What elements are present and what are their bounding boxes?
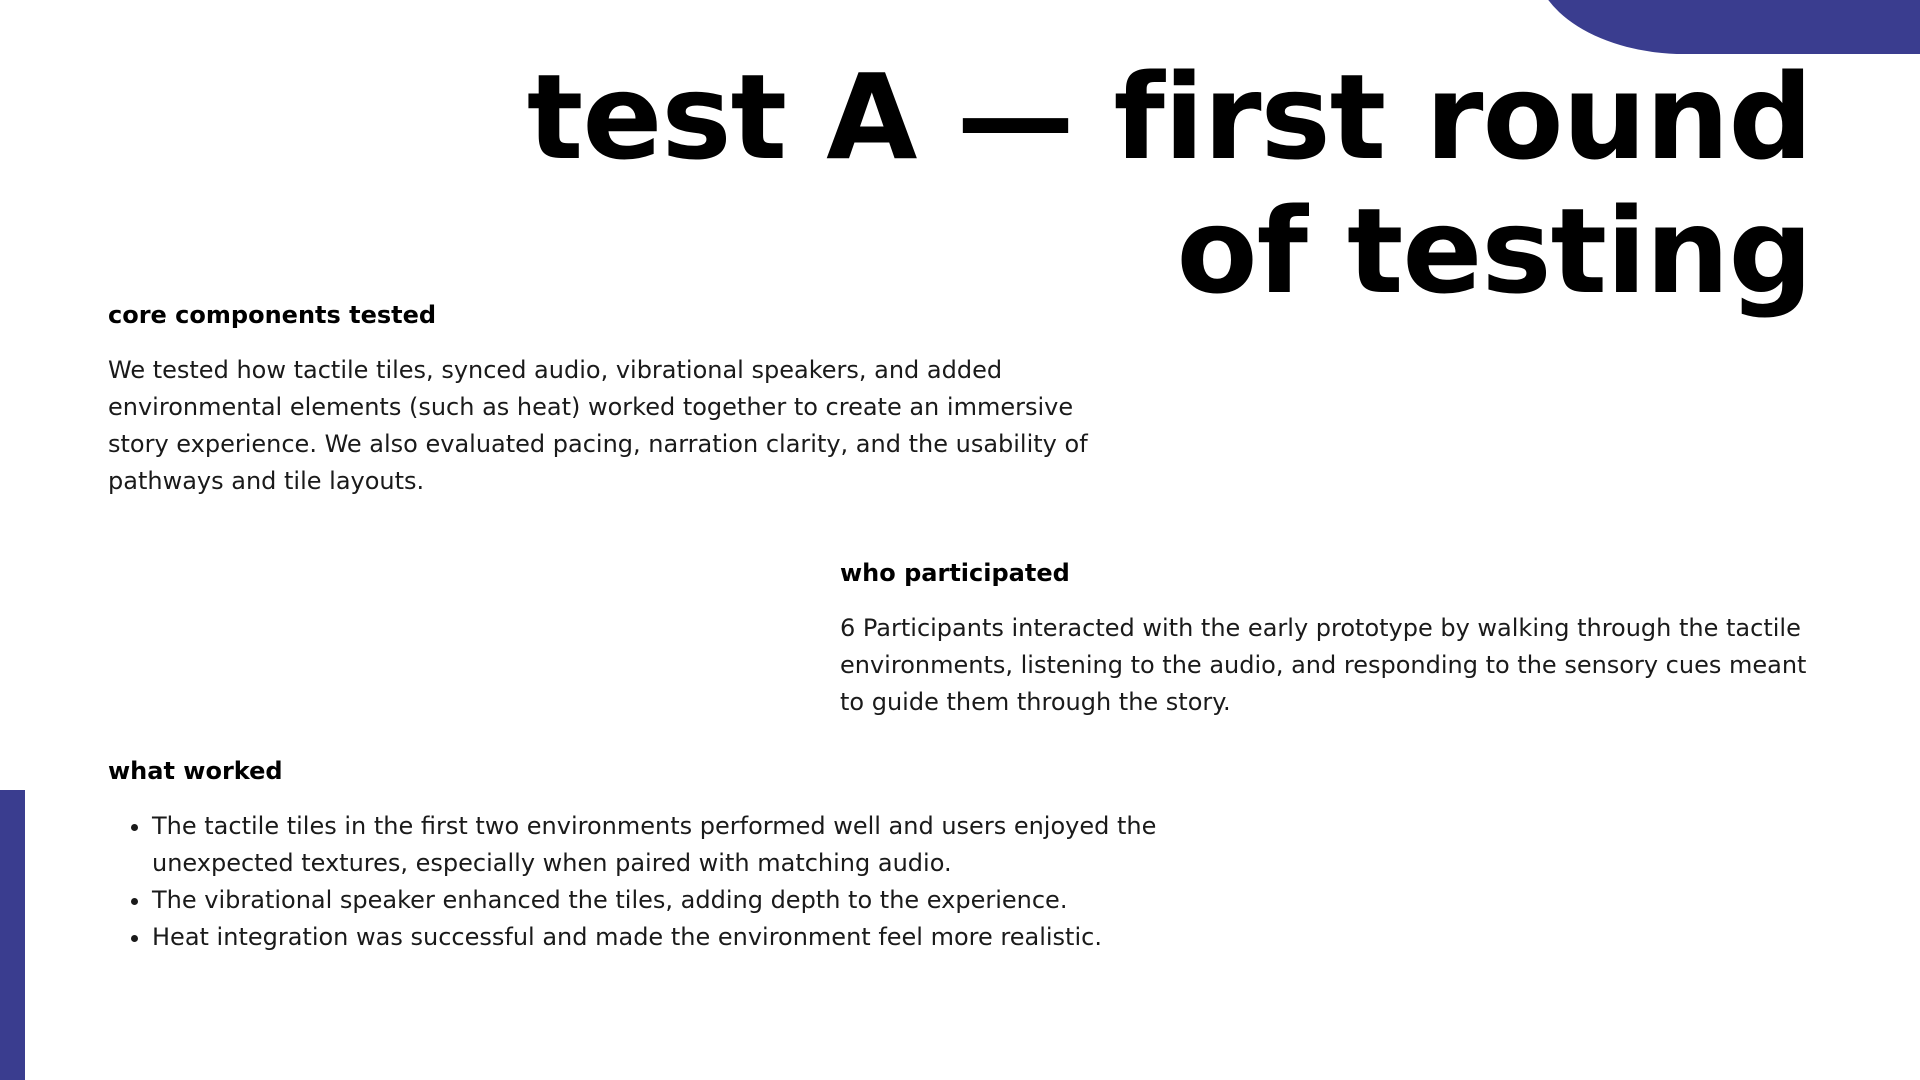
participants-body: 6 Participants interacted with the early prototype by walking through the tactile environments, listening to the audio, and responding to the sensory cues meant to guide them through the story. [840,614,1807,716]
list-item: • The vibrational speaker enhanced the tiles, adding depth to the experience. [152,882,1188,919]
core-components-section [108,300,1088,500]
participants-section [840,558,1820,721]
list-item: • Heat integration was successful and made the environment feel more realistic. [152,919,1188,956]
core-components-body: We tested how tactile tiles, synced audio, vibrational speakers, and added environmental elements (such as heat) worked together to create an immersive story experience. We also evaluated pacing, narration clarity, and the usability of pathways and tile layouts. [108,356,1088,495]
slide-title: test A — first round of testing [526,48,1812,320]
list-item: • The tactile tiles in the first two environments performed well and users enjoyed the unexpected textures, especially when paired with matching audio. [152,808,1188,882]
what-worked-list [108,808,1188,956]
corner-accent-shape [1534,0,1920,54]
what-worked-heading: what worked [108,757,283,785]
participants-heading: who participated [840,559,1070,587]
what-worked-section [108,756,1188,956]
core-components-heading: core components tested [108,301,437,329]
side-accent-bar [0,790,25,1080]
